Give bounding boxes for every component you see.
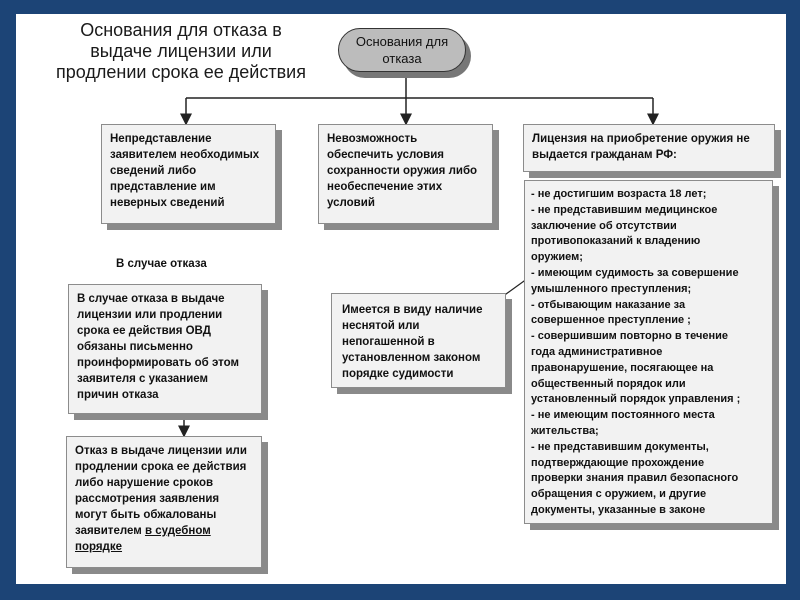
conviction-note-box: Имеется в виду наличие неснятой или непогашенной в установленном законом порядке судимости: [331, 293, 506, 388]
reason-box-2: Невозможность обеспечить условия сохранности оружия либо необеспечение этих условий: [318, 124, 493, 224]
categories-list-box: - не достигшим возраста 18 лет; - не представившим медицинское заключение об отсутствии противопоказаний к владению оружием; - имеющим судимость за совершение умышленного преступления; - отбывающим наказание за совершенное преступление ; - совершившим повторно в течение года административное правонарушение, посягающее на общественный порядок или установленный порядок управления ; - не имеющим постоянного места жительства; - не представившим документы, подтверждающие прохождение проверки знания правил безопасного обращения с оружием, и другие документы, указанные в законе: [524, 180, 773, 524]
refusal-label: В случае отказа: [116, 258, 207, 270]
refusal-box: В случае отказа в выдаче лицензии или продлении срока ее действия ОВД обязаны письменно проинформировать об этом заявителя с указанием причин отказа: [68, 284, 262, 414]
appeal-text: Отказ в выдаче лицензии или продлении срока ее действия либо нарушение сроков рассмотрения заявления могут быть обжалованы заявителем: [75, 445, 247, 537]
slide-title: Основания для отказа в выдаче лицензии или продлении срока ее действия: [56, 20, 306, 82]
reason-box-3: Лицензия на приобретение оружия не выдается гражданам РФ:: [523, 124, 775, 172]
appeal-underlined-1: в судебном: [144, 525, 211, 537]
appeal-underlined-2: порядке: [75, 541, 123, 553]
reason-box-1: Непредставление заявителем необходимых сведений либо представление им неверных сведений: [101, 124, 276, 224]
appeal-box: [66, 436, 262, 568]
root-node: Основания для отказа: [338, 28, 466, 72]
slide: [16, 14, 786, 584]
